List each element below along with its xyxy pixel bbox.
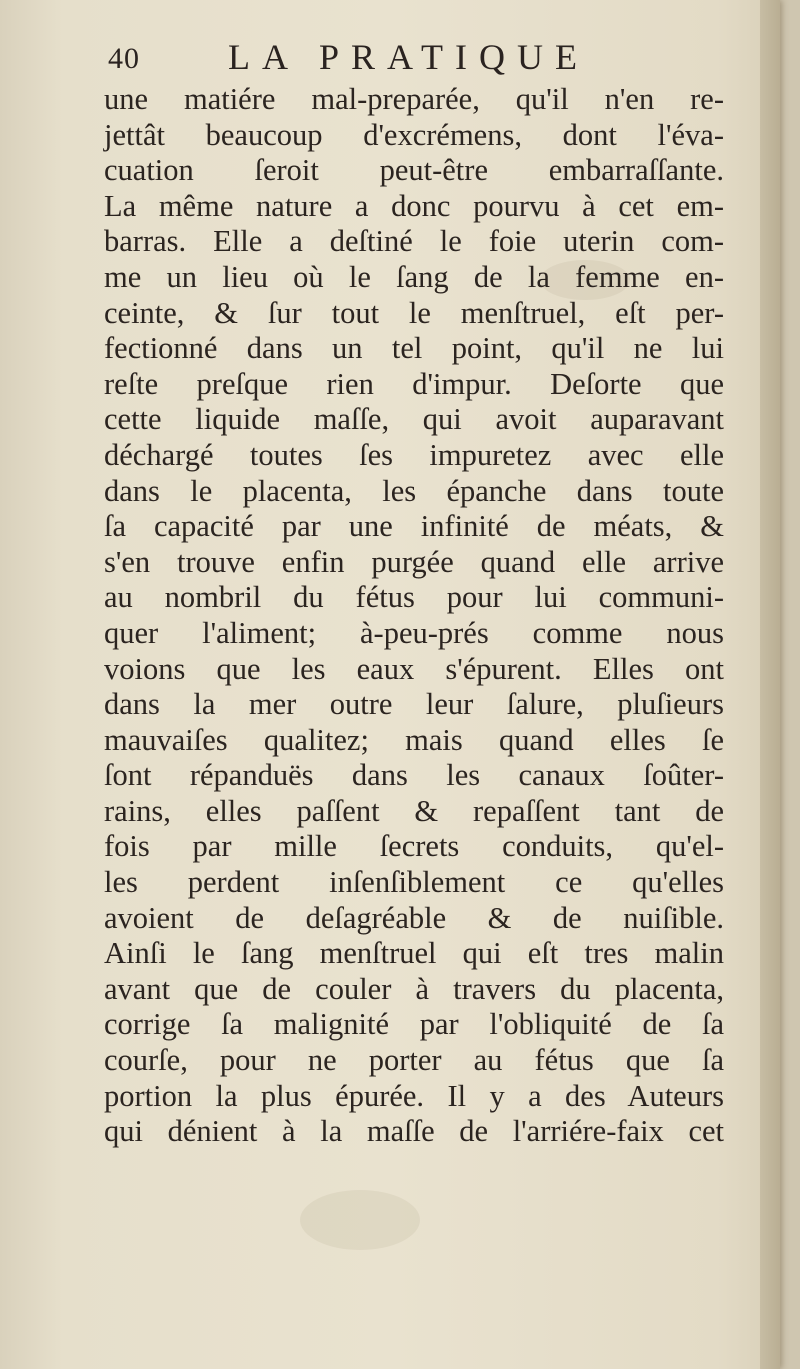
text-line: fois par mille ſecrets conduits, qu'el- [104, 829, 724, 864]
text-line: qui dénient à la maſſe de l'arriére-faix cet [104, 1114, 724, 1149]
text-line: avant que de couler à travers du placenta, [104, 971, 724, 1006]
text-line: corrige ſa malignité par l'obliquité de ſa [104, 1007, 724, 1042]
page-header [108, 36, 748, 86]
text-line: barras. Elle a deſtiné le foie uterin com- [104, 224, 724, 259]
text-line: La même nature a donc pourvu à cet em- [104, 188, 724, 223]
paper-stain [300, 1190, 420, 1250]
text-line: dans la mer outre leur ſalure, pluſieurs [104, 687, 724, 722]
text-line: fectionné dans un tel point, qu'il ne lui [104, 331, 724, 366]
text-line: dans le placenta, les épanche dans toute [104, 473, 724, 508]
text-line: rains, elles paſſent & repaſſent tant de [104, 793, 724, 828]
running-head: LA PRATIQUE [228, 37, 590, 77]
text-line: au nombril du fétus pour lui communi- [104, 580, 724, 615]
text-line: quer l'aliment; à-peu-prés comme nous [104, 615, 724, 650]
text-line: me un lieu où le ſang de la femme en- [104, 259, 724, 294]
text-line: déchargé toutes ſes impuretez avec elle [104, 437, 724, 472]
text-line: ſa capacité par une infinité de méats, & [104, 509, 724, 544]
page-edge-shadow [760, 0, 780, 1369]
text-line: cette liquide maſſe, qui avoit auparavant [104, 402, 724, 437]
page-number: 40 [108, 42, 140, 75]
text-line: portion la plus épurée. Il y a des Auteurs [104, 1078, 724, 1113]
text-line: cuation ſeroit peut-être embarraſſante. [104, 153, 724, 188]
text-line: une matiére mal-preparée, qu'il n'en re- [104, 82, 724, 116]
text-line: ceinte, & ſur tout le menſtruel, eſt per- [104, 295, 724, 330]
body-text [104, 82, 724, 1150]
text-line: courſe, pour ne porter au fétus que ſa [104, 1043, 724, 1078]
text-line: mauvaiſes qualitez; mais quand elles ſe [104, 722, 724, 757]
text-line: ſont répanduës dans les canaux ſoûter- [104, 758, 724, 793]
text-line: Ainſi le ſang menſtruel qui eſt tres malin [104, 936, 724, 971]
text-line: jettât beaucoup d'excrémens, dont l'éva- [104, 117, 724, 152]
text-line: les perdent inſenſiblement ce qu'elles [104, 865, 724, 900]
text-line: avoient de deſagréable & de nuiſible. [104, 900, 724, 935]
text-line: voions que les eaux s'épurent. Elles ont [104, 651, 724, 686]
text-line: s'en trouve enfin purgée quand elle arrive [104, 544, 724, 579]
text-line: reſte preſque rien d'impur. Deſorte que [104, 366, 724, 401]
